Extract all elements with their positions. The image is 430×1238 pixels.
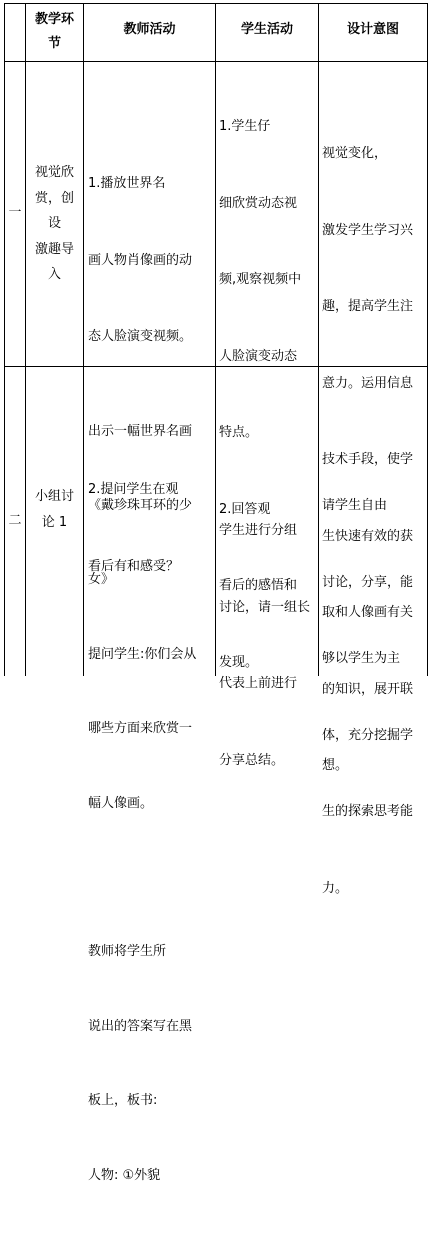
- row-2-student: [219, 467, 317, 824]
- row-2-intent-line: 力。: [322, 880, 349, 896]
- row-1-intent-line: 技术手段，使学: [322, 452, 414, 467]
- row-2-index: 二: [8, 513, 22, 528]
- row-2-teacher: [88, 370, 214, 1238]
- row-1-student-line: 2.回答观: [219, 501, 271, 517]
- row-2-intent: [322, 442, 426, 952]
- row-1-teacher-line: 1.播放世界名: [88, 176, 166, 191]
- row-1-intent-line: 激发学生学习兴: [322, 222, 414, 238]
- row-1-stage-line: 激趣导: [34, 241, 74, 257]
- row-2-teacher-line: 出示一幅世界名画: [88, 423, 193, 439]
- row-1-student-line: 频,观察视频中: [219, 272, 302, 287]
- row-1-student-line: 1.学生仔: [219, 119, 271, 134]
- row-1-student-line: 看后的感悟和: [219, 578, 298, 593]
- row-2-intent-line: 生的探索思考能: [322, 804, 414, 819]
- row-2-stage: [26, 484, 83, 535]
- row-2-teacher-line: 教师将学生所: [88, 944, 167, 960]
- row-1-intent-line: 趣，提高学生注: [322, 299, 414, 314]
- row-2-student-line: 讨论，请一组长: [219, 599, 311, 615]
- row-1-student-line: 特点。: [219, 425, 259, 440]
- header-stage-line2: 节: [47, 36, 61, 51]
- row-1-intent-line: 生快速有效的获: [322, 528, 414, 544]
- row-2-stage-line: 小组讨: [34, 489, 74, 504]
- row-1-student-line: 人脸演变动态: [219, 348, 298, 364]
- row-1-intent-line: 取和人像画有关: [322, 605, 414, 620]
- row-2-intent-line: 体，充分挖掘学: [322, 727, 414, 743]
- header-intent: 设计意图: [346, 22, 399, 37]
- row-1-intent-line: 意力。运用信息: [322, 375, 414, 391]
- row-2-intent-line: 请学生自由: [322, 498, 388, 513]
- row-2-stage-line: 论 1: [41, 514, 68, 530]
- row-2-student-line: 代表上前进行: [219, 676, 298, 691]
- row-1-stage-line: 赏，创: [34, 190, 74, 206]
- row-1-student-line: 细欣赏动态视: [219, 195, 298, 211]
- row-2-teacher-line: 幅人像画。: [88, 795, 154, 811]
- row-2-student-line: 分享总结。: [219, 752, 285, 768]
- row-1-intent-line: 的知识，展开联: [322, 681, 414, 697]
- row-2-student-line: 学生进行分组: [219, 523, 298, 538]
- header-stage-line1: 教学环: [34, 12, 74, 27]
- row-2-teacher-line: [88, 866, 214, 891]
- header-stage: [26, 8, 83, 56]
- row-1-teacher-line: 画人物肖像画的动: [88, 252, 193, 268]
- row-1-teacher-line: 看后有和感受？: [88, 558, 180, 574]
- row-1-student-line: 发现。: [219, 654, 259, 670]
- row-2-intent-line: 讨论，分享，能: [322, 574, 414, 590]
- row-2-teacher-line: 提问学生:你们会从: [88, 646, 197, 662]
- row-1-teacher-line: 态人脸演变视频。: [88, 329, 193, 344]
- row-1-intent-line: 视觉变化，: [322, 146, 388, 161]
- row-1-teacher-line: 2.提问学生在观: [88, 482, 179, 497]
- row-1-stage-line: 入: [47, 267, 61, 282]
- row-2-teacher-line: 说出的答案写在黑: [88, 1018, 193, 1034]
- row-2-teacher-line: 人物: ①外貌: [88, 1167, 161, 1183]
- row-2-teacher-line: 女》: [88, 572, 115, 588]
- row-1-stage-line: 设: [47, 216, 61, 231]
- header-teacher: 教师活动: [123, 22, 176, 37]
- row-2-intent-line: 够以学生为主: [322, 651, 401, 666]
- header-student: 学生活动: [240, 22, 293, 37]
- row-2-teacher-line: 哪些方面来欣赏一: [88, 721, 193, 737]
- row-2-teacher-line: 板上，板书:: [88, 1093, 158, 1109]
- row-1-index: 一: [8, 205, 22, 220]
- row-2-teacher-line: 《戴珍珠耳环的少: [88, 497, 193, 513]
- row-1-intent-line: 想。: [322, 758, 349, 773]
- row-1-stage: [26, 160, 83, 288]
- row-1-stage-line: 视觉欣: [34, 165, 74, 180]
